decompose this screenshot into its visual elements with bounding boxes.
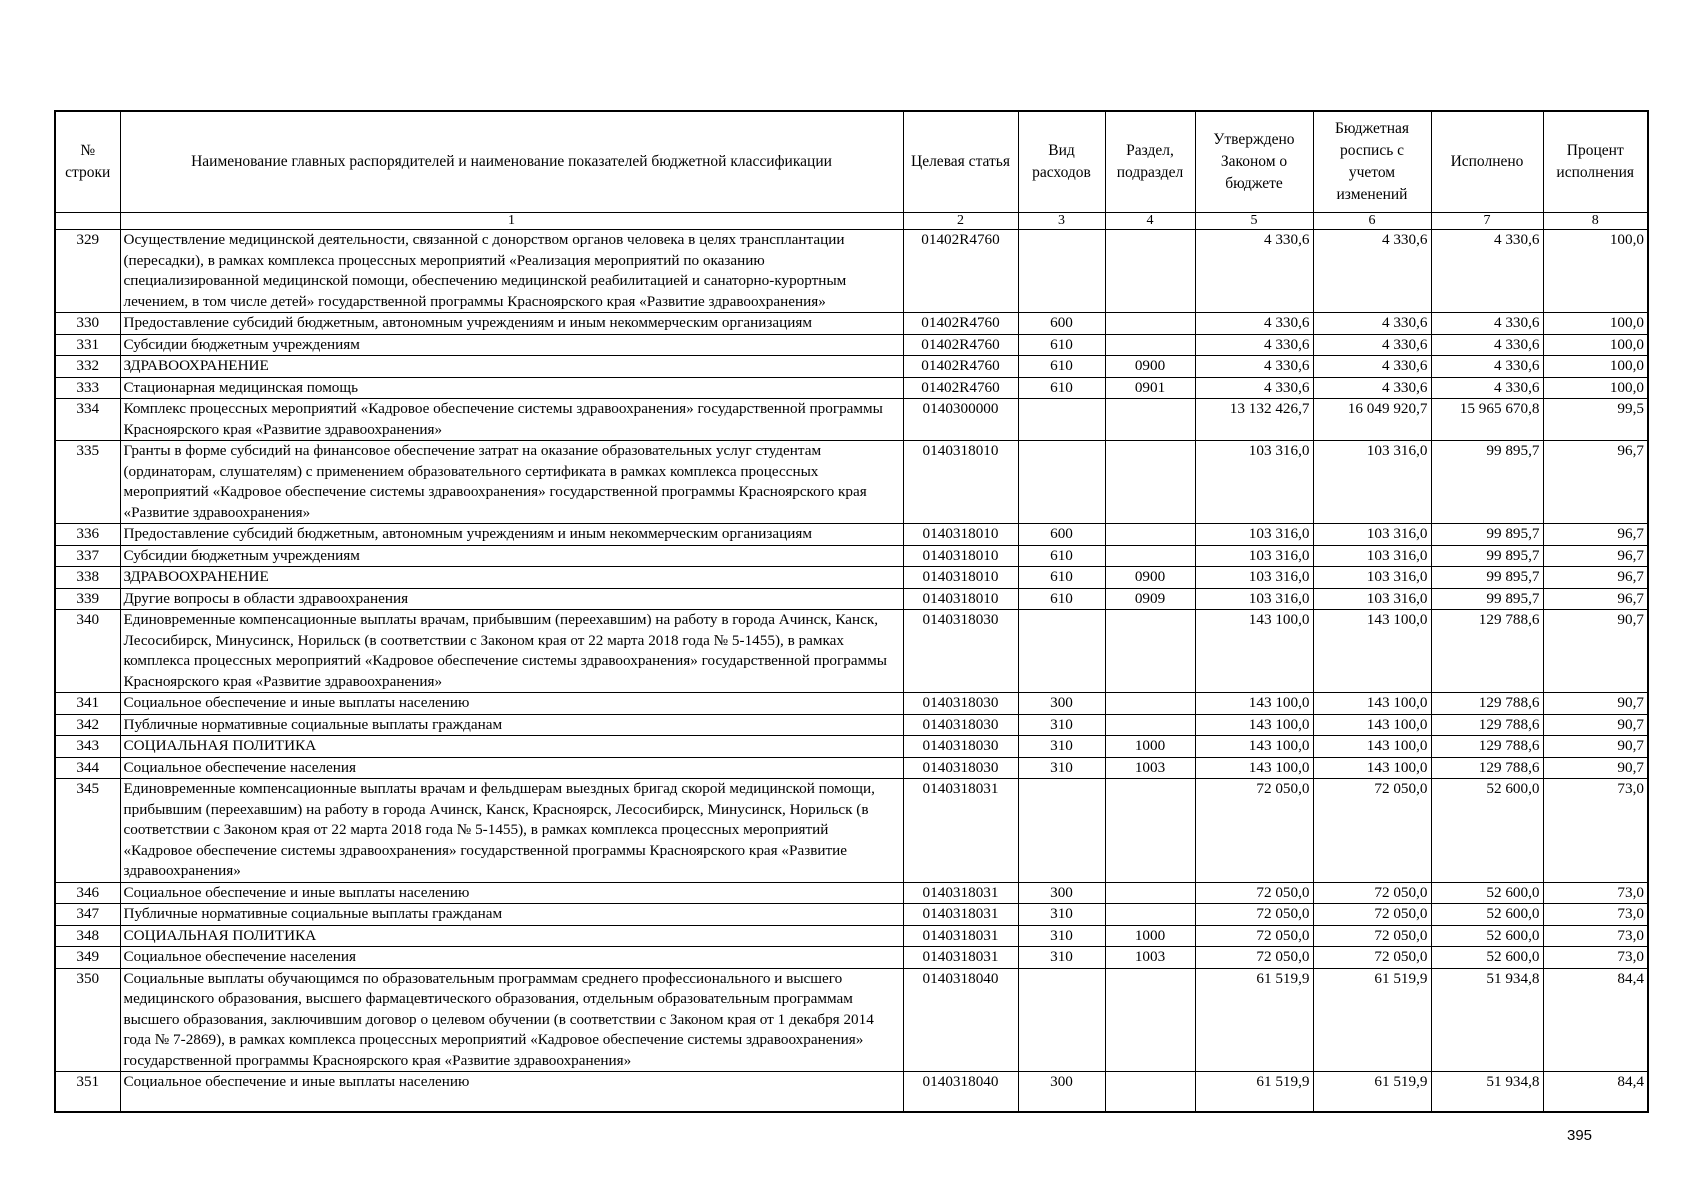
expense-kind-cell: 610 [1018,377,1105,399]
section-cell: 1003 [1105,947,1195,969]
expense-kind-cell: 610 [1018,356,1105,378]
expense-kind-cell [1018,610,1105,693]
row-number-cell: 334 [55,399,120,441]
executed-amount-cell: 129 788,6 [1431,610,1543,693]
row-number-cell: 339 [55,588,120,610]
table-row [55,356,1648,378]
percent-cell: 73,0 [1543,947,1648,969]
row-number-cell: 338 [55,567,120,589]
executed-amount-cell: 51 934,8 [1431,1072,1543,1112]
executed-amount-cell: 52 600,0 [1431,925,1543,947]
percent-cell: 73,0 [1543,904,1648,926]
column-number: 1 [120,213,903,230]
schedule-amount-cell: 103 316,0 [1313,567,1431,589]
table-row [55,313,1648,335]
schedule-amount-cell: 4 330,6 [1313,334,1431,356]
expense-kind-cell: 310 [1018,904,1105,926]
column-number: 8 [1543,213,1648,230]
column-number: 2 [903,213,1018,230]
page-number: 395 [1567,1127,1593,1144]
executed-amount-cell: 52 600,0 [1431,882,1543,904]
row-number-cell: 340 [55,610,120,693]
row-number-cell: 341 [55,693,120,715]
table-row [55,882,1648,904]
section-cell: 1003 [1105,757,1195,779]
row-number-cell: 331 [55,334,120,356]
executed-amount-cell: 52 600,0 [1431,904,1543,926]
target-article-cell: 0140318031 [903,779,1018,883]
header-target-article: Целевая статья [903,111,1018,213]
row-name-cell: Субсидии бюджетным учреждениям [120,545,903,567]
column-number-row [55,213,1648,230]
approved-amount-cell: 61 519,9 [1195,968,1313,1072]
section-cell [1105,545,1195,567]
percent-cell: 96,7 [1543,567,1648,589]
row-number-cell: 335 [55,441,120,524]
percent-cell: 90,7 [1543,757,1648,779]
approved-amount-cell: 103 316,0 [1195,524,1313,546]
row-name-cell: СОЦИАЛЬНАЯ ПОЛИТИКА [120,925,903,947]
section-cell [1105,1072,1195,1112]
row-name-cell: Единовременные компенсационные выплаты врачам и фельдшерам выездных бригад скорой медицинской помощи, прибывшим (переехавшим) на работу в города Ачинск, Канск, Красноярск, Лесосибирск, Минусинск, Норильск (в соответствии с Законом края от 22 марта 2018 года № 5-1455), в рамках комплекса процессных мероприятий «Кадровое обеспечение системы здравоохранения» государственной программы Красноярского края «Развитие здравоохранения» [120,779,903,883]
approved-amount-cell: 103 316,0 [1195,567,1313,589]
section-cell: 0900 [1105,567,1195,589]
schedule-amount-cell: 143 100,0 [1313,693,1431,715]
schedule-amount-cell: 103 316,0 [1313,588,1431,610]
target-article-cell: 0140318010 [903,441,1018,524]
table-row [55,904,1648,926]
section-cell [1105,882,1195,904]
target-article-cell: 0140318031 [903,882,1018,904]
row-number-cell: 350 [55,968,120,1072]
row-name-cell: Гранты в форме субсидий на финансовое обеспечение затрат на оказание образовательных услуг студентам (ординаторам, слушателям) с применением образовательного сертификата в рамках комплекса процессных мероприятий «Кадровое обеспечение системы здравоохранения» государственной программы Красноярского края «Развитие здравоохранения» [120,441,903,524]
schedule-amount-cell: 103 316,0 [1313,524,1431,546]
row-name-cell: Предоставление субсидий бюджетным, автономным учреждениям и иным некоммерческим организациям [120,524,903,546]
schedule-amount-cell: 103 316,0 [1313,545,1431,567]
row-number-cell: 329 [55,230,120,313]
target-article-cell: 0140318030 [903,714,1018,736]
percent-cell: 96,7 [1543,441,1648,524]
expense-kind-cell: 610 [1018,588,1105,610]
executed-amount-cell: 129 788,6 [1431,736,1543,758]
approved-amount-cell: 143 100,0 [1195,714,1313,736]
target-article-cell: 0140318030 [903,693,1018,715]
section-cell: 0900 [1105,356,1195,378]
percent-cell: 90,7 [1543,736,1648,758]
section-cell [1105,968,1195,1072]
table-row [55,399,1648,441]
section-cell [1105,313,1195,335]
header-row [55,111,1648,213]
approved-amount-cell: 143 100,0 [1195,693,1313,715]
row-number-cell: 346 [55,882,120,904]
target-article-cell: 01402R4760 [903,313,1018,335]
target-article-cell: 0140318031 [903,925,1018,947]
row-name-cell: Социальное обеспечение населения [120,947,903,969]
target-article-cell: 0140318031 [903,947,1018,969]
approved-amount-cell: 143 100,0 [1195,736,1313,758]
target-article-cell: 01402R4760 [903,334,1018,356]
header-executed: Исполнено [1431,111,1543,213]
row-name-cell: Социальные выплаты обучающимся по образовательным программам среднего профессионального и высшего медицинского образования, высшего фармацевтического образования, отдельным образовательным программам высшего образования, заключившим договор о целевом обучении (в соответствии с Законом края от 1 декабря 2014 года № 7-2869), в рамках комплекса процессных мероприятий «Кадровое обеспечение системы здравоохранения» государственной программы Красноярского края «Развитие здравоохранения» [120,968,903,1072]
header-row-number: № строки [55,111,120,213]
section-cell [1105,334,1195,356]
header-section: Раздел, подраздел [1105,111,1195,213]
expense-kind-cell: 600 [1018,524,1105,546]
header-budget-schedule: Бюджетная роспись с учетом изменений [1313,111,1431,213]
approved-amount-cell: 72 050,0 [1195,947,1313,969]
approved-amount-cell: 4 330,6 [1195,356,1313,378]
target-article-cell: 0140318030 [903,610,1018,693]
header-name: Наименование главных распорядителей и наименование показателей бюджетной классификации [120,111,903,213]
schedule-amount-cell: 143 100,0 [1313,736,1431,758]
row-name-cell: ЗДРАВООХРАНЕНИЕ [120,567,903,589]
target-article-cell: 0140318030 [903,757,1018,779]
percent-cell: 99,5 [1543,399,1648,441]
section-cell [1105,714,1195,736]
percent-cell: 90,7 [1543,610,1648,693]
section-cell [1105,230,1195,313]
approved-amount-cell: 72 050,0 [1195,904,1313,926]
schedule-amount-cell: 72 050,0 [1313,779,1431,883]
row-number-cell: 345 [55,779,120,883]
approved-amount-cell: 4 330,6 [1195,313,1313,335]
executed-amount-cell: 52 600,0 [1431,779,1543,883]
percent-cell: 100,0 [1543,334,1648,356]
approved-amount-cell: 72 050,0 [1195,925,1313,947]
target-article-cell: 0140318040 [903,968,1018,1072]
percent-cell: 100,0 [1543,356,1648,378]
section-cell: 0909 [1105,588,1195,610]
section-cell: 0901 [1105,377,1195,399]
percent-cell: 73,0 [1543,779,1648,883]
expense-kind-cell: 610 [1018,567,1105,589]
expense-kind-cell [1018,779,1105,883]
target-article-cell: 0140318010 [903,545,1018,567]
percent-cell: 96,7 [1543,588,1648,610]
table-row [55,968,1648,1072]
row-name-cell: Социальное обеспечение и иные выплаты населению [120,693,903,715]
row-name-cell: Социальное обеспечение населения [120,757,903,779]
executed-amount-cell: 129 788,6 [1431,693,1543,715]
target-article-cell: 0140318010 [903,524,1018,546]
row-number-cell: 332 [55,356,120,378]
column-number: 3 [1018,213,1105,230]
expense-kind-cell [1018,230,1105,313]
target-article-cell: 01402R4760 [903,356,1018,378]
approved-amount-cell: 143 100,0 [1195,610,1313,693]
executed-amount-cell: 99 895,7 [1431,441,1543,524]
table-row [55,334,1648,356]
row-name-cell: Другие вопросы в области здравоохранения [120,588,903,610]
executed-amount-cell: 4 330,6 [1431,356,1543,378]
expense-kind-cell [1018,441,1105,524]
budget-execution-table [54,110,1649,1113]
expense-kind-cell: 300 [1018,1072,1105,1112]
table-body [55,230,1648,1112]
executed-amount-cell: 15 965 670,8 [1431,399,1543,441]
expense-kind-cell: 300 [1018,693,1105,715]
expense-kind-cell: 310 [1018,714,1105,736]
approved-amount-cell: 4 330,6 [1195,334,1313,356]
expense-kind-cell: 300 [1018,882,1105,904]
column-number-empty [55,213,120,230]
executed-amount-cell: 99 895,7 [1431,524,1543,546]
expense-kind-cell [1018,399,1105,441]
row-number-cell: 343 [55,736,120,758]
expense-kind-cell: 310 [1018,947,1105,969]
row-number-cell: 342 [55,714,120,736]
section-cell [1105,904,1195,926]
approved-amount-cell: 143 100,0 [1195,757,1313,779]
section-cell [1105,441,1195,524]
target-article-cell: 01402R4760 [903,377,1018,399]
table-row [55,567,1648,589]
executed-amount-cell: 99 895,7 [1431,545,1543,567]
column-number: 4 [1105,213,1195,230]
table-row [55,779,1648,883]
row-number-cell: 344 [55,757,120,779]
header-percent: Процент исполнения [1543,111,1648,213]
table-row [55,925,1648,947]
executed-amount-cell: 4 330,6 [1431,230,1543,313]
table-row [55,693,1648,715]
row-number-cell: 333 [55,377,120,399]
executed-amount-cell: 129 788,6 [1431,714,1543,736]
table-row [55,1072,1648,1112]
approved-amount-cell: 103 316,0 [1195,545,1313,567]
header-approved: Утверждено Законом о бюджете [1195,111,1313,213]
row-name-cell: Субсидии бюджетным учреждениям [120,334,903,356]
column-number: 6 [1313,213,1431,230]
table-row [55,588,1648,610]
schedule-amount-cell: 143 100,0 [1313,610,1431,693]
approved-amount-cell: 103 316,0 [1195,588,1313,610]
percent-cell: 90,7 [1543,693,1648,715]
approved-amount-cell: 72 050,0 [1195,882,1313,904]
schedule-amount-cell: 4 330,6 [1313,313,1431,335]
percent-cell: 73,0 [1543,882,1648,904]
schedule-amount-cell: 103 316,0 [1313,441,1431,524]
expense-kind-cell: 310 [1018,757,1105,779]
row-number-cell: 330 [55,313,120,335]
target-article-cell: 0140318010 [903,588,1018,610]
percent-cell: 84,4 [1543,968,1648,1072]
schedule-amount-cell: 143 100,0 [1313,757,1431,779]
row-name-cell: Осуществление медицинской деятельности, связанной с донорством органов человека в целях трансплантации (пересадки), в рамках комплекса процессных мероприятий «Реализация мероприятий по оказанию специализированной медицинской помощи, обеспечению медицинской реабилитацией и санаторно-курортным лечением, в том числе детей» государственной программы Красноярского края «Развитие здравоохранения» [120,230,903,313]
column-number: 5 [1195,213,1313,230]
schedule-amount-cell: 4 330,6 [1313,230,1431,313]
expense-kind-cell: 610 [1018,545,1105,567]
section-cell: 1000 [1105,736,1195,758]
budget-table-container [54,110,1647,1113]
percent-cell: 96,7 [1543,545,1648,567]
row-number-cell: 349 [55,947,120,969]
row-name-cell: Стационарная медицинская помощь [120,377,903,399]
table-row [55,524,1648,546]
row-name-cell: ЗДРАВООХРАНЕНИЕ [120,356,903,378]
row-number-cell: 347 [55,904,120,926]
schedule-amount-cell: 61 519,9 [1313,1072,1431,1112]
schedule-amount-cell: 16 049 920,7 [1313,399,1431,441]
percent-cell: 73,0 [1543,925,1648,947]
executed-amount-cell: 129 788,6 [1431,757,1543,779]
schedule-amount-cell: 61 519,9 [1313,968,1431,1072]
header-expense-kind: Вид расходов [1018,111,1105,213]
target-article-cell: 0140318030 [903,736,1018,758]
percent-cell: 100,0 [1543,230,1648,313]
section-cell [1105,779,1195,883]
row-number-cell: 336 [55,524,120,546]
section-cell: 1000 [1105,925,1195,947]
approved-amount-cell: 4 330,6 [1195,230,1313,313]
executed-amount-cell: 4 330,6 [1431,377,1543,399]
table-row [55,714,1648,736]
row-name-cell: Социальное обеспечение и иные выплаты населению [120,1072,903,1112]
table-row [55,757,1648,779]
schedule-amount-cell: 72 050,0 [1313,947,1431,969]
schedule-amount-cell: 143 100,0 [1313,714,1431,736]
approved-amount-cell: 72 050,0 [1195,779,1313,883]
expense-kind-cell: 310 [1018,925,1105,947]
executed-amount-cell: 99 895,7 [1431,588,1543,610]
executed-amount-cell: 51 934,8 [1431,968,1543,1072]
expense-kind-cell: 610 [1018,334,1105,356]
target-article-cell: 0140318040 [903,1072,1018,1112]
target-article-cell: 0140318010 [903,567,1018,589]
schedule-amount-cell: 4 330,6 [1313,377,1431,399]
column-number: 7 [1431,213,1543,230]
target-article-cell: 0140318031 [903,904,1018,926]
row-name-cell: Комплекс процессных мероприятий «Кадровое обеспечение системы здравоохранения» государственной программы Красноярского края «Развитие здравоохранения» [120,399,903,441]
section-cell [1105,399,1195,441]
section-cell [1105,610,1195,693]
approved-amount-cell: 4 330,6 [1195,377,1313,399]
approved-amount-cell: 13 132 426,7 [1195,399,1313,441]
percent-cell: 90,7 [1543,714,1648,736]
table-row [55,545,1648,567]
target-article-cell: 01402R4760 [903,230,1018,313]
executed-amount-cell: 4 330,6 [1431,334,1543,356]
row-number-cell: 351 [55,1072,120,1112]
executed-amount-cell: 99 895,7 [1431,567,1543,589]
percent-cell: 96,7 [1543,524,1648,546]
row-name-cell: Публичные нормативные социальные выплаты гражданам [120,904,903,926]
table-row [55,947,1648,969]
executed-amount-cell: 52 600,0 [1431,947,1543,969]
percent-cell: 100,0 [1543,313,1648,335]
section-cell [1105,524,1195,546]
section-cell [1105,693,1195,715]
approved-amount-cell: 103 316,0 [1195,441,1313,524]
expense-kind-cell: 600 [1018,313,1105,335]
row-name-cell: СОЦИАЛЬНАЯ ПОЛИТИКА [120,736,903,758]
row-name-cell: Единовременные компенсационные выплаты врачам, прибывшим (переехавшим) на работу в города Ачинск, Канск, Лесосибирск, Минусинск, Норильск (в соответствии с Законом края от 22 марта 2018 года № 5-1455), в рамках комплекса процессных мероприятий «Кадровое обеспечение системы здравоохранения» государственной программы Красноярского края «Развитие здравоохранения» [120,610,903,693]
row-name-cell: Социальное обеспечение и иные выплаты населению [120,882,903,904]
expense-kind-cell: 310 [1018,736,1105,758]
table-row [55,377,1648,399]
row-name-cell: Публичные нормативные социальные выплаты гражданам [120,714,903,736]
row-number-cell: 337 [55,545,120,567]
schedule-amount-cell: 4 330,6 [1313,356,1431,378]
expense-kind-cell [1018,968,1105,1072]
table-row [55,610,1648,693]
row-name-cell: Предоставление субсидий бюджетным, автономным учреждениям и иным некоммерческим организациям [120,313,903,335]
table-row [55,736,1648,758]
table-row [55,441,1648,524]
percent-cell: 84,4 [1543,1072,1648,1112]
table-row [55,230,1648,313]
approved-amount-cell: 61 519,9 [1195,1072,1313,1112]
schedule-amount-cell: 72 050,0 [1313,904,1431,926]
target-article-cell: 0140300000 [903,399,1018,441]
schedule-amount-cell: 72 050,0 [1313,925,1431,947]
schedule-amount-cell: 72 050,0 [1313,882,1431,904]
row-number-cell: 348 [55,925,120,947]
percent-cell: 100,0 [1543,377,1648,399]
executed-amount-cell: 4 330,6 [1431,313,1543,335]
